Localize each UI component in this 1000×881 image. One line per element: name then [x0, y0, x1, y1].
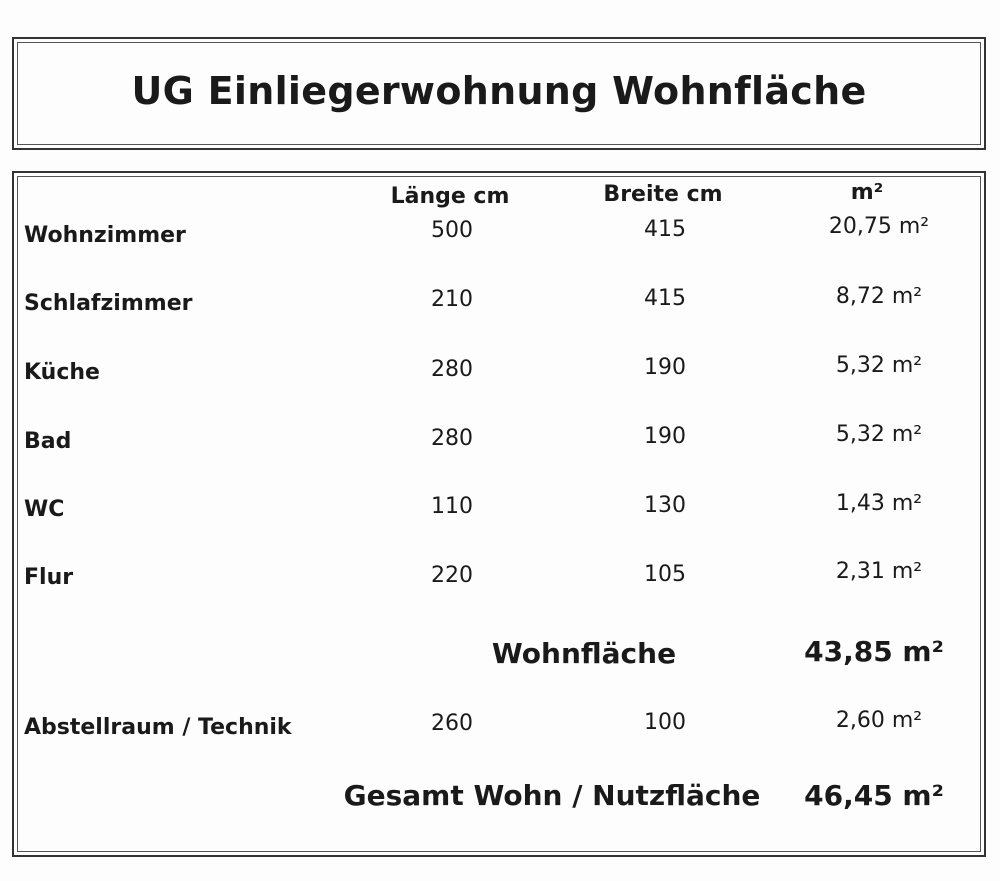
- area-table-frame: [12, 171, 986, 857]
- room-name: WC: [24, 497, 65, 522]
- room-name: Wohnzimmer: [24, 223, 186, 248]
- room-breite: 130: [644, 493, 686, 518]
- total-value: 46,45 m²: [804, 779, 944, 812]
- room-breite: 100: [644, 710, 686, 735]
- room-name: Schlafzimmer: [24, 291, 193, 316]
- room-laenge: 280: [431, 357, 473, 382]
- room-name: Flur: [24, 565, 74, 590]
- subtotal-value: 43,85 m²: [804, 635, 944, 668]
- header-laenge: Länge cm: [390, 184, 510, 209]
- total-label: Gesamt Wohn / Nutzfläche: [343, 779, 761, 812]
- room-breite: 415: [644, 286, 686, 311]
- room-area: 20,75 m²: [828, 214, 930, 239]
- room-area: 8,72 m²: [835, 284, 923, 309]
- title-frame: [12, 37, 986, 150]
- room-area: 5,32 m²: [835, 422, 923, 447]
- room-area: 5,32 m²: [835, 353, 923, 378]
- room-breite: 415: [644, 217, 686, 242]
- room-area: 2,31 m²: [835, 559, 923, 584]
- room-name: Bad: [24, 429, 72, 454]
- room-breite: 105: [644, 562, 686, 587]
- room-area: 2,60 m²: [835, 708, 923, 733]
- subtotal-label: Wohnfläche: [491, 637, 677, 670]
- room-laenge: 110: [431, 494, 473, 519]
- room-laenge: 220: [431, 563, 473, 588]
- header-breite: Breite cm: [603, 182, 723, 207]
- header-area: m²: [850, 180, 884, 205]
- room-breite: 190: [644, 424, 686, 449]
- document-title: UG Einliegerwohnung Wohnfläche: [131, 69, 867, 113]
- room-area: 1,43 m²: [835, 491, 923, 516]
- room-laenge: 280: [431, 426, 473, 451]
- room-laenge: 500: [431, 218, 473, 243]
- room-laenge: 210: [431, 287, 473, 312]
- room-name: Abstellraum / Technik: [24, 715, 292, 740]
- room-breite: 190: [644, 355, 686, 380]
- room-name: Küche: [24, 360, 100, 385]
- room-laenge: 260: [431, 711, 473, 736]
